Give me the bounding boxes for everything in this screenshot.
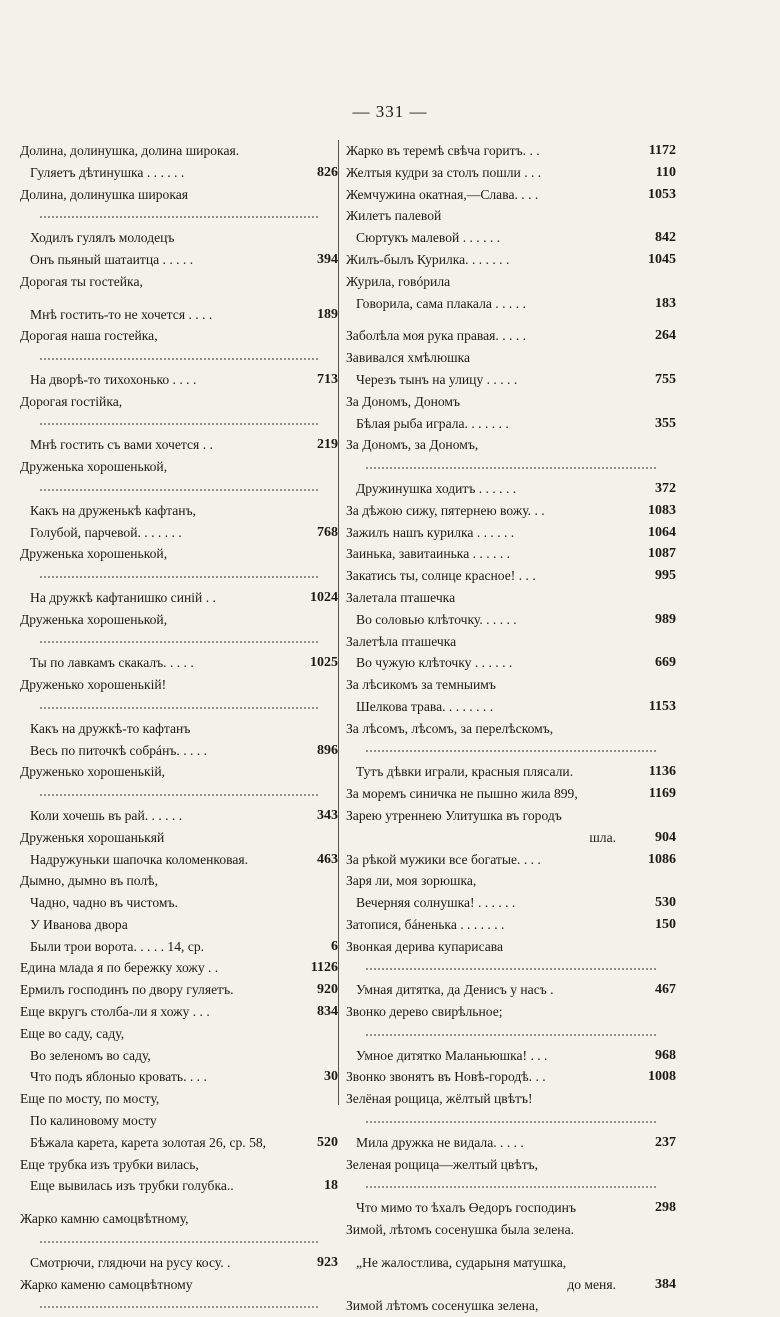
- index-entry: [346, 391, 676, 413]
- entry-text: Какъ на дружкѣ-то кафтанъ: [30, 720, 191, 736]
- entry-text: Голубой, парчевой. . . . . . .: [30, 524, 182, 540]
- index-entry: [346, 1045, 676, 1067]
- page-ref-number: 1136: [646, 761, 676, 783]
- index-entry: [346, 1132, 676, 1154]
- index-entry: [20, 740, 338, 762]
- page-ref-number: 1086: [645, 849, 676, 871]
- index-entry: [20, 1110, 338, 1132]
- entry-text: Журила, говóрила: [346, 273, 451, 289]
- page-ref-number: 995: [652, 565, 676, 587]
- index-entry: [346, 369, 676, 391]
- index-entry: [20, 140, 338, 162]
- entry-text: Чадно, чадно въ чистомъ.: [30, 895, 178, 911]
- entry-text: За дѣжою сижу, пятернею вожу. . .: [346, 502, 545, 518]
- index-entry: [346, 674, 676, 696]
- index-entry: [20, 1132, 338, 1154]
- dotted-leader: [40, 1305, 318, 1308]
- index-entry: [346, 478, 676, 500]
- entry-text: Залетѣла пташечка: [346, 633, 457, 649]
- ellipsis-dots: [20, 347, 338, 369]
- column-divider: [338, 140, 339, 1105]
- index-entry: [346, 805, 676, 827]
- page-ref-number: 18: [321, 1175, 338, 1197]
- index-entry: [346, 696, 676, 718]
- ellipsis-dots: [20, 565, 338, 587]
- index-entry: [346, 979, 676, 1001]
- section-gap: [20, 293, 338, 304]
- entry-text: до меня.: [567, 1276, 616, 1292]
- entry-text: На дружкѣ кафтанишко синій . .: [30, 589, 216, 605]
- index-entry: [20, 979, 338, 1001]
- page-ref-number: 1126: [308, 957, 338, 979]
- index-entry: [346, 1066, 676, 1088]
- index-entry: [346, 347, 676, 369]
- entry-text: Онъ пьяный шатаитца . . . . .: [30, 251, 194, 267]
- page-ref-number: 1008: [645, 1066, 676, 1088]
- dotted-leader: [40, 640, 318, 643]
- index-entry: [346, 870, 676, 892]
- entry-text: Надружуньки шапочка коломенковая.: [30, 851, 249, 867]
- page-ref-number: 394: [314, 249, 338, 271]
- index-entry: [346, 293, 676, 315]
- index-entry: [346, 522, 676, 544]
- index-entry: [20, 1208, 338, 1230]
- page-ref-number: 467: [652, 979, 676, 1001]
- index-entry: [20, 1252, 338, 1274]
- dotted-leader: [366, 466, 656, 469]
- index-entry: [20, 1175, 338, 1197]
- page-ref-number: 896: [314, 740, 338, 762]
- entry-text: Едина млада я по бережку хожу . .: [20, 960, 219, 976]
- entry-text: Друженько хорошенькій!: [20, 677, 167, 693]
- index-entry: [20, 1274, 338, 1296]
- entry-text: Заинька, завитаинька . . . . . .: [346, 546, 511, 562]
- dotted-leader: [366, 1185, 656, 1188]
- entry-text: Дорогая гостійка,: [20, 393, 123, 409]
- entry-text: Что подъ яблоныо кровать. . . .: [30, 1069, 207, 1085]
- entry-text: Еще трубка изъ трубки вилась,: [20, 1156, 199, 1172]
- entry-text: Долина, долинушка, долина широкая.: [20, 143, 240, 158]
- index-entry: [346, 652, 676, 674]
- index-entry: [346, 609, 676, 631]
- page-ref-number: 343: [314, 805, 338, 827]
- index-entry: [20, 674, 338, 696]
- entry-text: На дворѣ-то тихохонько . . . .: [30, 371, 197, 387]
- page-ref-number: 384: [652, 1274, 676, 1296]
- dotted-leader: [40, 575, 318, 578]
- entry-text: Друженька хорошенькой,: [20, 611, 168, 627]
- index-entry: [20, 827, 338, 849]
- ellipsis-dots: [346, 1110, 676, 1132]
- section-gap: [346, 1241, 676, 1252]
- page-number: — 331 —: [352, 102, 428, 121]
- page-ref-number: 842: [652, 227, 676, 249]
- page-ref-number: 923: [314, 1252, 338, 1274]
- entry-text: Зимой лѣтомъ сосенушка зелена,: [346, 1298, 539, 1314]
- ellipsis-dots: [20, 413, 338, 435]
- index-entry: [20, 162, 338, 184]
- ellipsis-dots: [20, 1295, 338, 1317]
- page-ref-number: 6: [328, 936, 338, 958]
- page-ref-number: 264: [652, 325, 676, 347]
- index-entry: [346, 205, 676, 227]
- index-entry: [346, 1154, 676, 1176]
- left-index-column: [20, 140, 338, 1317]
- entry-text: Мнѣ гостить-то не хочется . . . .: [30, 306, 213, 322]
- index-entry: [20, 1066, 338, 1088]
- entry-text: Затопися, бáненька . . . . . . .: [346, 916, 505, 932]
- entry-text: Еще по мосту, по мосту,: [20, 1091, 160, 1107]
- entry-text: Заболѣла моя рука правая. . . . .: [346, 328, 527, 344]
- entry-text: Дорогая наша гостейка,: [20, 328, 158, 344]
- entry-text: Дорогая ты гостейка,: [20, 273, 143, 289]
- index-entry: [20, 391, 338, 413]
- page-ref-number: 1153: [646, 696, 676, 718]
- page-ref-number: 219: [314, 434, 338, 456]
- page-ref-number: 189: [314, 304, 338, 326]
- index-entry: [20, 543, 338, 565]
- ellipsis-dots: [20, 783, 338, 805]
- entry-text: Ходилъ гулялъ молодецъ: [30, 230, 175, 246]
- entry-text: Мнѣ гостить съ вами хочется . .: [30, 437, 213, 453]
- entry-text: Жарко въ теремѣ свѣча горитъ. . .: [346, 143, 540, 158]
- entry-text: Говорила, сама плакала . . . . .: [356, 295, 526, 311]
- right-index-column: [346, 140, 676, 1317]
- entry-text: Звонко звонятъ въ Новѣ-городѣ. . .: [346, 1069, 546, 1085]
- ellipsis-dots: [346, 740, 676, 762]
- page-ref-number: 237: [652, 1132, 676, 1154]
- index-entry: [346, 162, 676, 184]
- entry-text: Умное дитятко Маланьюшка! . . .: [356, 1047, 548, 1063]
- entry-text: Друженько хорошенькій,: [20, 764, 166, 780]
- ellipsis-dots: [346, 456, 676, 478]
- page-ref-number: 463: [314, 849, 338, 871]
- index-entry: [20, 914, 338, 936]
- index-entry: [346, 1219, 676, 1241]
- index-entry: [346, 914, 676, 936]
- index-entry: [20, 870, 338, 892]
- ellipsis-dots: [20, 478, 338, 500]
- index-entry: [20, 522, 338, 544]
- page-ref-number: 372: [652, 478, 676, 500]
- entry-text: За Дономъ, за Дономъ,: [346, 437, 479, 453]
- section-gap: [346, 314, 676, 325]
- entry-text: Желтыя кудри за столъ пошли . . .: [346, 164, 542, 180]
- entry-text: Еще во саду, саду,: [20, 1025, 125, 1041]
- index-entry: [346, 783, 676, 805]
- page-ref-number: 1053: [645, 184, 676, 206]
- dotted-leader: [40, 422, 318, 425]
- dotted-leader: [40, 488, 318, 491]
- index-entry: [20, 249, 338, 271]
- ellipsis-dots: [346, 957, 676, 979]
- index-entry: [20, 271, 338, 293]
- dotted-leader: [40, 706, 318, 709]
- index-entry: [20, 1023, 338, 1045]
- entry-text: Друженька хорошенькой,: [20, 459, 168, 475]
- index-entry: [20, 761, 338, 783]
- entry-text: Зарею утреннею Улитушка въ городъ: [346, 807, 562, 823]
- entry-text: За рѣкой мужики все богатые. . . .: [346, 851, 541, 867]
- section-gap: [20, 1197, 338, 1208]
- entry-text: За лѣсомъ, лѣсомъ, за перелѣскомъ,: [346, 720, 554, 736]
- index-entry: [346, 434, 676, 456]
- page-ref-number: 904: [652, 827, 676, 849]
- index-entry: [20, 1088, 338, 1110]
- entry-text: Еще вывилась изъ трубки голубка..: [30, 1178, 234, 1194]
- entry-text: Мила дружка не видала. . . . .: [356, 1134, 524, 1150]
- index-entry: [20, 325, 338, 347]
- entry-text: Друженькя хорошанькяй: [20, 829, 165, 845]
- index-entry: [20, 1001, 338, 1023]
- index-entry: [346, 140, 676, 162]
- entry-text: Во зеленомъ во саду,: [30, 1047, 151, 1063]
- index-entry: [346, 500, 676, 522]
- index-entry: [20, 434, 338, 456]
- index-entry: [346, 1088, 676, 1110]
- entry-text: Еще вкругъ столба-ли я хожу . . .: [20, 1004, 210, 1020]
- entry-text: Звонко дерево свирѣльное;: [346, 1004, 503, 1020]
- entry-text: „Не жалостлива, сударыня матушка,: [356, 1254, 567, 1270]
- entry-text: Гуляетъ дѣтинушка . . . . . .: [30, 164, 185, 180]
- index-entry: [20, 369, 338, 391]
- page-ref-number: 1064: [645, 522, 676, 544]
- entry-text: Во чужую клѣточку . . . . . .: [356, 655, 513, 671]
- page-ref-number: 1045: [645, 249, 676, 271]
- entry-text: Заря ли, моя зорюшка,: [346, 873, 477, 889]
- entry-text: Зеленая рощица—желтый цвѣтъ,: [346, 1156, 539, 1172]
- index-entry: [346, 1274, 676, 1296]
- page-ref-number: 1169: [646, 783, 676, 805]
- entry-text: Звонкая дерива купарисава: [346, 938, 504, 954]
- entry-text: Долина, долинушка широкая: [20, 186, 189, 202]
- index-entry: [346, 543, 676, 565]
- page-ref-number: 755: [652, 369, 676, 391]
- entry-text: За Дономъ, Дономъ: [346, 393, 461, 409]
- entry-text: Бѣлая рыба играла. . . . . . .: [356, 415, 509, 431]
- page-ref-number: 669: [652, 652, 676, 674]
- index-entry: [20, 936, 338, 958]
- page-ref-number: 920: [314, 979, 338, 1001]
- index-entry: [346, 849, 676, 871]
- index-entry: [346, 227, 676, 249]
- index-entry: [20, 892, 338, 914]
- entry-text: Закатись ты, солнце красное! . . .: [346, 568, 536, 584]
- index-entry: [346, 325, 676, 347]
- dotted-leader: [40, 1240, 318, 1243]
- entry-text: Бѣжала карета, карета золотая 26, ср. 58,: [30, 1134, 267, 1150]
- entry-text: Смотрючи, глядючи на русу косу. .: [30, 1254, 231, 1270]
- page-ref-number: 1083: [645, 500, 676, 522]
- index-entry: [20, 609, 338, 631]
- page-ref-number: 150: [652, 914, 676, 936]
- entry-text: Жилетъ палевой: [346, 208, 442, 224]
- entry-text: Сюртукъ малевой . . . . . .: [356, 230, 501, 246]
- index-entry: [346, 827, 676, 849]
- entry-text: За моремъ синичка не пышно жила 899,: [346, 786, 578, 802]
- index-entry: [346, 1295, 676, 1317]
- entry-text: У Иванова двора: [30, 916, 128, 932]
- page-ref-number: 183: [652, 293, 676, 315]
- entry-text: Дружинушка ходитъ . . . . . .: [356, 480, 517, 496]
- entry-text: За лѣсикомъ за темныимъ: [346, 677, 496, 693]
- index-entry: [20, 500, 338, 522]
- entry-text: Зажилъ нашъ курилка . . . . . .: [346, 524, 515, 540]
- page-ref-number: 520: [314, 1132, 338, 1154]
- page-ref-number: 989: [652, 609, 676, 631]
- entry-text: Шелкова трава. . . . . . . .: [356, 698, 494, 714]
- page-ref-number: 1024: [307, 587, 338, 609]
- entry-text: Жилъ-былъ Курилка. . . . . . .: [346, 251, 510, 267]
- index-entry: [20, 184, 338, 206]
- index-entry: [20, 1154, 338, 1176]
- index-entry: [346, 184, 676, 206]
- page-ref-number: 110: [653, 162, 676, 184]
- page-ref-number: 968: [652, 1045, 676, 1067]
- index-entry: [346, 631, 676, 653]
- index-entry: [346, 718, 676, 740]
- index-entry: [346, 1252, 676, 1274]
- ellipsis-dots: [346, 1023, 676, 1045]
- page-ref-number: 1025: [307, 652, 338, 674]
- index-entry: [346, 249, 676, 271]
- page-ref-number: 530: [652, 892, 676, 914]
- entry-text: Жарко каменю самоцвѣтному: [20, 1276, 193, 1292]
- entry-text: Коли хочешь въ рай. . . . . .: [30, 807, 183, 823]
- index-entry: [346, 565, 676, 587]
- index-entry: [20, 304, 338, 326]
- page-ref-number: 713: [314, 369, 338, 391]
- page-ref-number: 768: [314, 522, 338, 544]
- entry-text: Ермилъ господинъ по двору гуляетъ.: [20, 982, 234, 998]
- page-ref-number: 355: [652, 413, 676, 435]
- entry-text: Тутъ дѣвки играли, красныя плясали.: [356, 764, 574, 780]
- entry-text: Умная дитятка, да Денисъ у насъ .: [356, 982, 554, 998]
- index-entry: [20, 587, 338, 609]
- entry-text: шла.: [589, 829, 616, 845]
- page-ref-number: 826: [314, 162, 338, 184]
- index-entry: [20, 957, 338, 979]
- entry-text: Черезъ тынъ на улицу . . . . .: [356, 371, 518, 387]
- dotted-leader: [366, 967, 656, 970]
- dotted-leader: [40, 215, 318, 218]
- entry-text: Жемчужина окатная,—Слава. . . .: [346, 186, 539, 202]
- index-entry: [346, 271, 676, 293]
- ellipsis-dots: [20, 696, 338, 718]
- index-entry: [346, 892, 676, 914]
- entry-text: Какъ на друженькѣ кафтанъ,: [30, 502, 196, 518]
- entry-text: Во соловью клѣточку. . . . . .: [356, 611, 517, 627]
- entry-text: Были трои ворота. . . . . 14, ср.: [30, 938, 205, 954]
- entry-text: Залетала пташечка: [346, 589, 456, 605]
- entry-text: По калиновому мосту: [30, 1113, 157, 1129]
- index-entry: [346, 1001, 676, 1023]
- entry-text: Что мимо то ѣхалъ Өедоръ господинъ: [356, 1200, 576, 1216]
- ellipsis-dots: [20, 1230, 338, 1252]
- dotted-leader: [40, 793, 318, 796]
- page-ref-number: 298: [652, 1197, 676, 1219]
- dotted-leader: [366, 1120, 656, 1123]
- entry-text: Завивался хмѣлюшка: [346, 350, 471, 366]
- page-ref-number: 1087: [645, 543, 676, 565]
- entry-text: Вечерняя солнушка! . . . . . .: [356, 895, 516, 911]
- entry-text: Зелёная рощица, жёлтый цвѣтъ!: [346, 1091, 533, 1107]
- dotted-leader: [40, 357, 318, 360]
- entry-text: Друженька хорошенькой,: [20, 546, 168, 562]
- index-entry: [20, 849, 338, 871]
- entry-text: Зимой, лѣтомъ сосенушка была зелена.: [346, 1222, 575, 1238]
- index-entry: [20, 1045, 338, 1067]
- index-entry: [346, 587, 676, 609]
- page-ref-number: 834: [314, 1001, 338, 1023]
- page-ref-number: 30: [321, 1066, 338, 1088]
- dotted-leader: [366, 1033, 656, 1036]
- index-entry: [346, 761, 676, 783]
- index-entry: [20, 652, 338, 674]
- dotted-leader: [366, 749, 656, 752]
- ellipsis-dots: [20, 631, 338, 653]
- ellipsis-dots: [20, 205, 338, 227]
- index-entry: [346, 936, 676, 958]
- index-entry: [20, 805, 338, 827]
- page-ref-number: 1172: [646, 140, 676, 162]
- ellipsis-dots: [346, 1175, 676, 1197]
- entry-text: Ты по лавкамъ скакалъ. . . . .: [30, 655, 194, 671]
- index-entry: [20, 718, 338, 740]
- index-entry: [346, 413, 676, 435]
- entry-text: Жарко камню самоцвѣтному,: [20, 1211, 189, 1227]
- entry-text: Дымно, дымно въ полѣ,: [20, 873, 158, 889]
- index-entry: [20, 456, 338, 478]
- entry-text: Весь по питочкѣ собрáнъ. . . . .: [30, 742, 207, 758]
- index-entry: [20, 227, 338, 249]
- index-entry: [346, 1197, 676, 1219]
